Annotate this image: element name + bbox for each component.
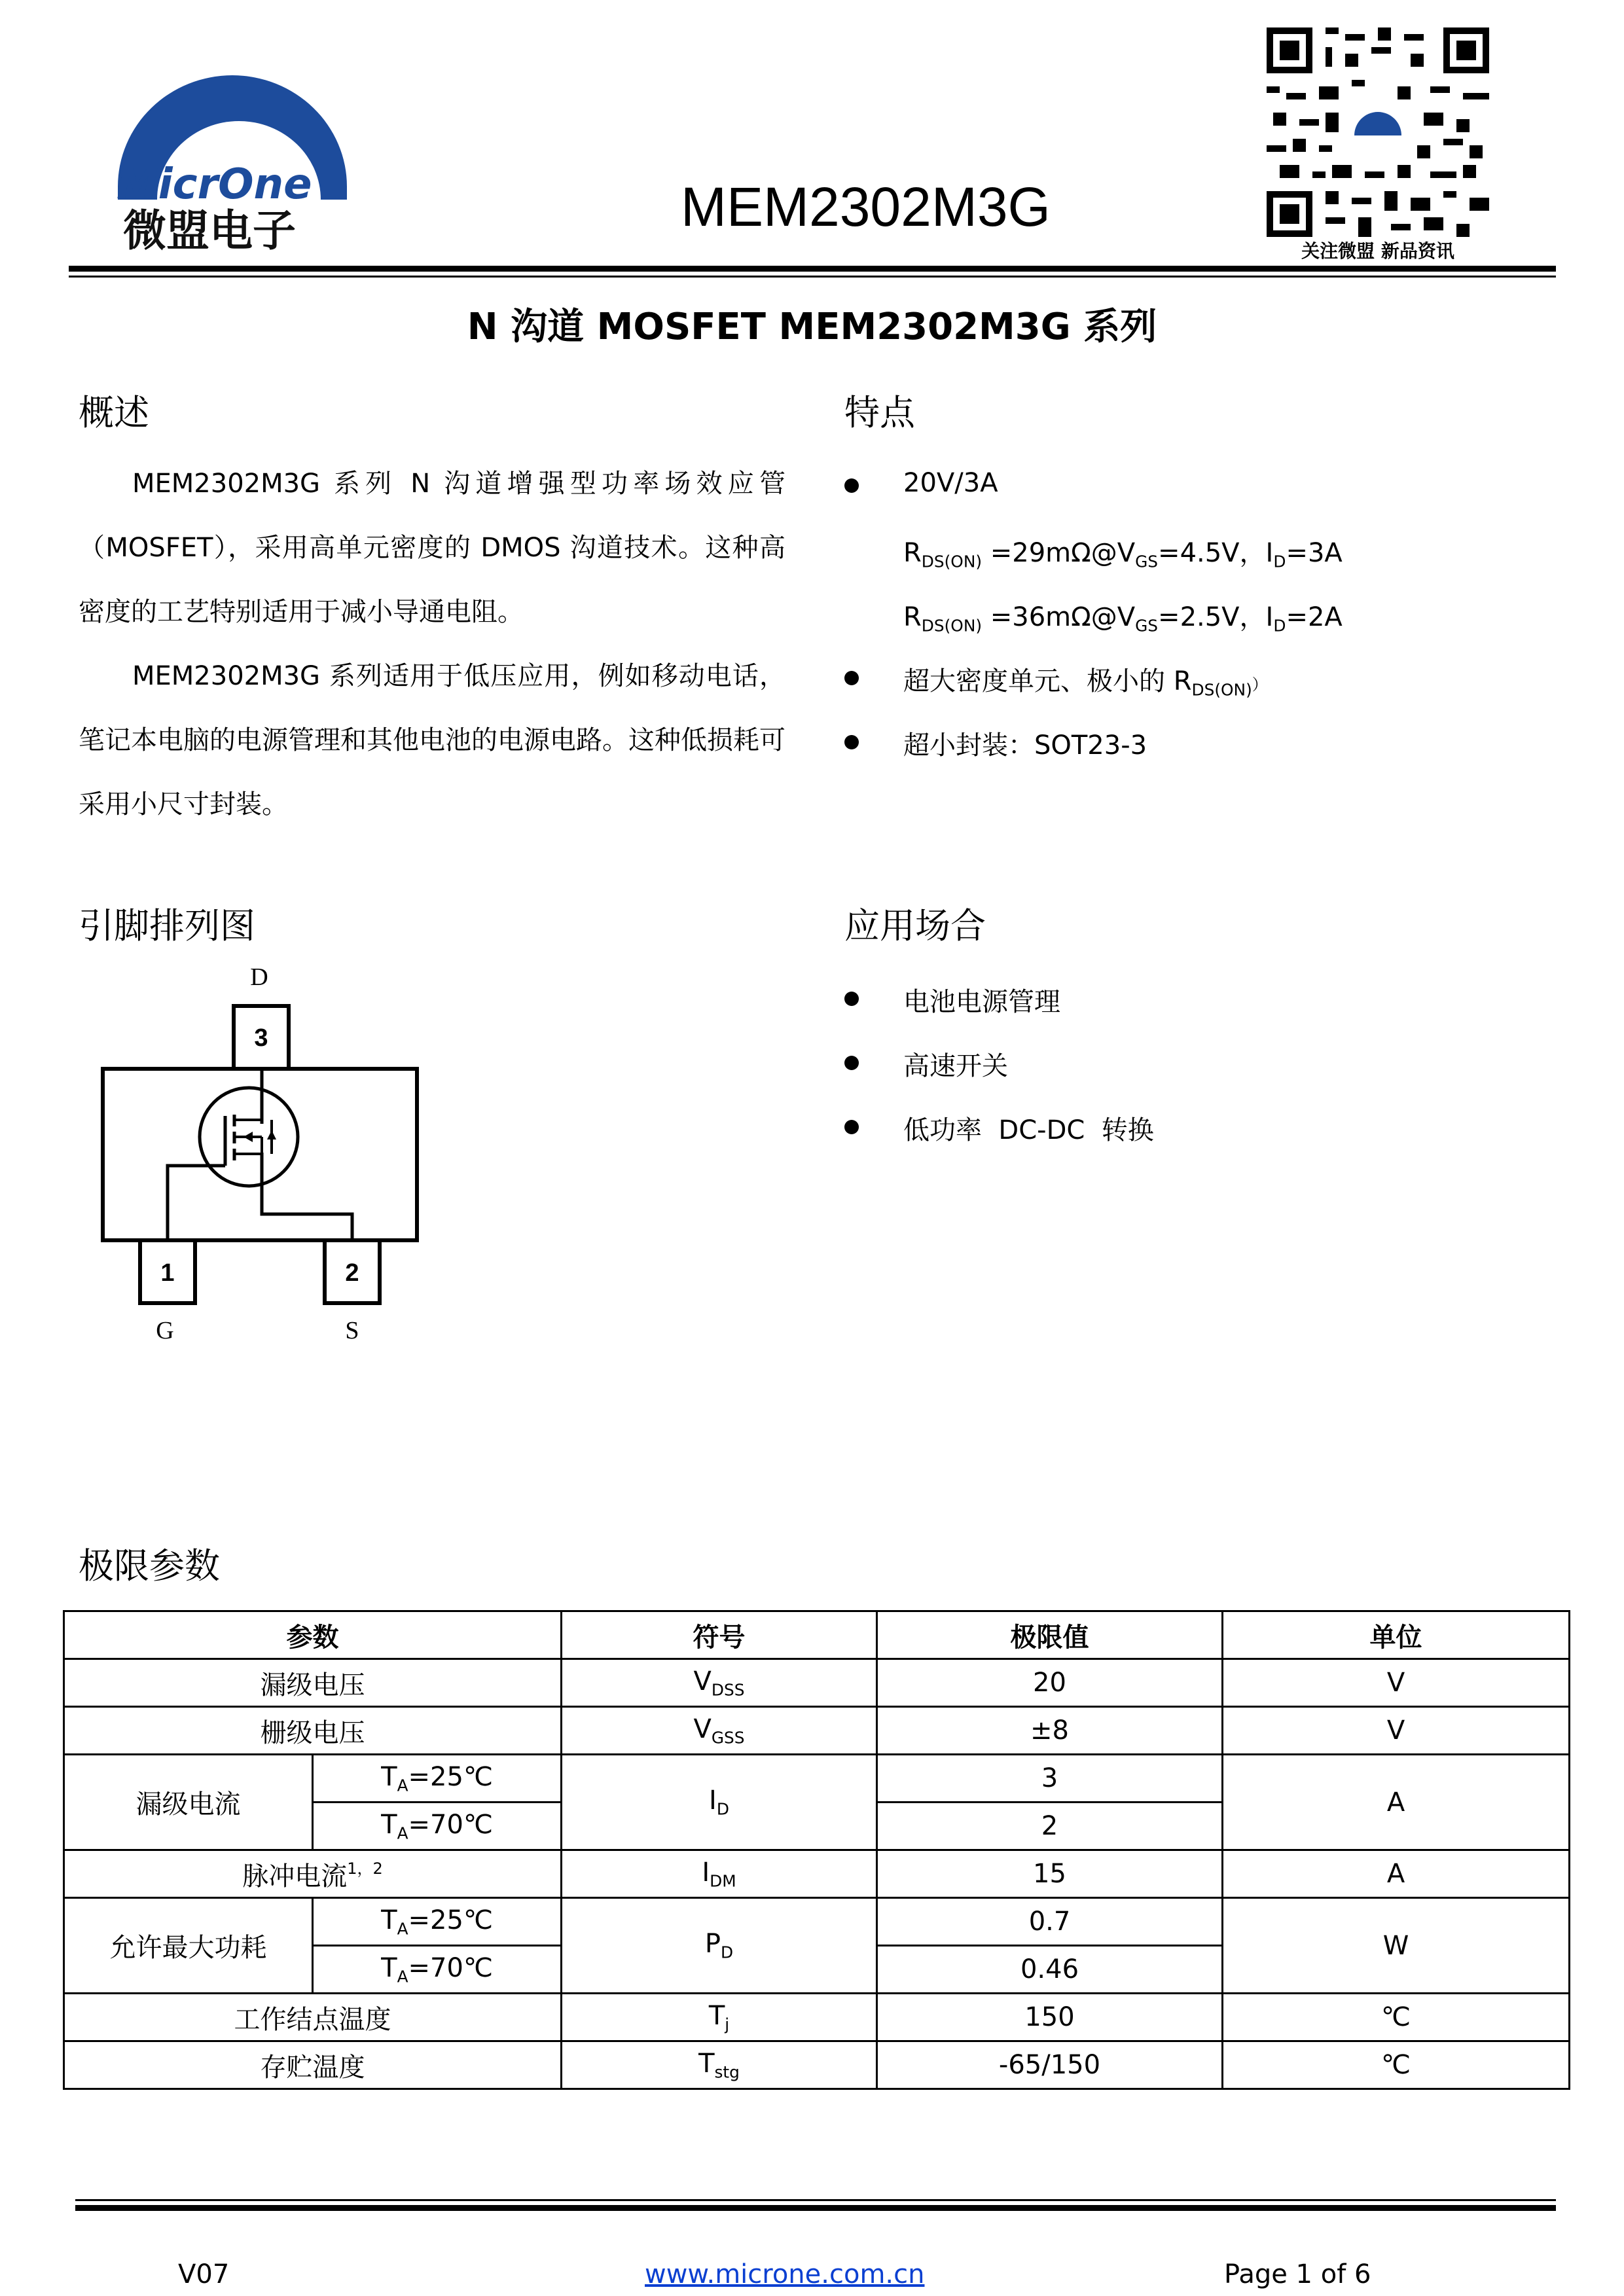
feature-rdson-25v: $R_{DS(ON)}$ $=36m\Omega@V_{GS}=2.5V$，$I_D=2A$ — [903, 602, 1343, 636]
ratings-table — [63, 1610, 1570, 2090]
logo-wordmark: MicrOne — [117, 160, 312, 209]
pin-2-number: 2 — [345, 1259, 359, 1287]
pin-drain-label: D — [250, 963, 268, 991]
application-item: 电池电源管理 — [903, 987, 1060, 1017]
table-row: 工作结点温度 $T_j$ 150 ℃ — [64, 1994, 1570, 2041]
table-header-row — [64, 1611, 1570, 1659]
microne-logo — [111, 36, 353, 259]
table-row: 漏级电流 $T_A=25℃$ $I_D$ 3 A — [64, 1755, 1570, 1803]
bullet-dot — [844, 1056, 859, 1070]
table-row: 栅级电压 $V_{GSS}$ ±8 V — [64, 1707, 1570, 1755]
col-header-limit: 极限值 — [877, 1611, 1223, 1659]
feature-high-density: 超大密度单元、极小的 $R_{DS(ON)}$） — [903, 666, 1268, 700]
table-row: 漏级电压 $V_{DSS}$ 20 V — [64, 1659, 1570, 1707]
bullet-dot — [844, 671, 859, 685]
col-header-unit: 单位 — [1223, 1611, 1570, 1659]
header-rule-thick — [69, 266, 1556, 272]
qr-caption: 关注微盟 新品资讯 — [1301, 240, 1454, 262]
pin-source-label: S — [345, 1317, 359, 1344]
application-item: 低功率 DC-DC 转换 — [903, 1115, 1154, 1145]
application-item: 高速开关 — [903, 1051, 1008, 1081]
part-number-title: MEM2302M3G — [681, 176, 1051, 238]
document-title: N 沟道 MOSFET MEM2302M3G 系列 — [467, 306, 1157, 348]
features-heading: 特点 — [844, 392, 915, 433]
footer-rule-thin — [75, 2199, 1556, 2201]
pin-1-number: 1 — [160, 1259, 175, 1287]
col-header-symbol: 符号 — [562, 1611, 877, 1659]
qr-code-image — [1267, 27, 1489, 237]
bullet-dot — [844, 735, 859, 749]
overview-p2-text: MEM2302M3G 系列适用于低压应用，例如移动电话，笔记本电脑的电源管理和其他电池的电源电路。这种低损耗可采用小尺寸封装。 — [79, 661, 785, 819]
feature-voltage-current: 20V/3A — [903, 468, 998, 498]
overview-p1-text: MEM2302M3G 系列 N 沟道增强型功率场效应管（MOSFET），采用高单元密度的 DMOS 沟道技术。这种高密度的工艺特别适用于减小导通电阻。 — [79, 469, 785, 627]
pinout-heading: 引脚排列图 — [79, 905, 255, 946]
footer-rule-thick — [75, 2205, 1556, 2211]
bullet-dot — [844, 1120, 859, 1134]
table-row: 允许最大功耗 $T_A=25℃$ $P_D$ 0.7 W — [64, 1898, 1570, 1946]
applications-heading: 应用场合 — [844, 905, 986, 946]
header-rule-thin — [69, 276, 1556, 278]
col-header-param: 参数 — [64, 1611, 562, 1659]
pin-gate-label: G — [156, 1317, 174, 1344]
logo-chinese: 微盟电子 — [123, 206, 296, 256]
overview-paragraph-1 — [79, 452, 785, 644]
table-row: $T_A=70℃$ 2 — [64, 1803, 1570, 1850]
table-row: 脉冲电流$^{1,2}$ $I_{DM}$ 15 A — [64, 1850, 1570, 1898]
ratings-heading: 极限参数 — [79, 1545, 220, 1587]
pin-3-number: 3 — [254, 1024, 268, 1052]
footer-website-link[interactable]: www.microne.com.cn — [645, 2259, 925, 2289]
feature-rdson-45v: $R_{DS(ON)}$ $=29m\Omega@V_{GS}=4.5V$，$I_D=3A$ — [903, 538, 1343, 571]
overview-heading: 概述 — [79, 392, 149, 433]
table-row: $T_A=70℃$ 0.46 — [64, 1946, 1570, 1994]
sot23-pinout-diagram — [92, 959, 445, 1352]
bullet-dot — [844, 478, 859, 493]
footer-page-number: Page 1 of 6 — [1224, 2259, 1371, 2289]
table-row: 存贮温度 $T_{stg}$ -65/150 ℃ — [64, 2041, 1570, 2089]
footer-version: V07 — [178, 2259, 230, 2289]
overview-paragraph-2 — [79, 644, 785, 836]
feature-package: 超小封装：SOT23-3 — [903, 730, 1147, 761]
bullet-dot — [844, 992, 859, 1006]
